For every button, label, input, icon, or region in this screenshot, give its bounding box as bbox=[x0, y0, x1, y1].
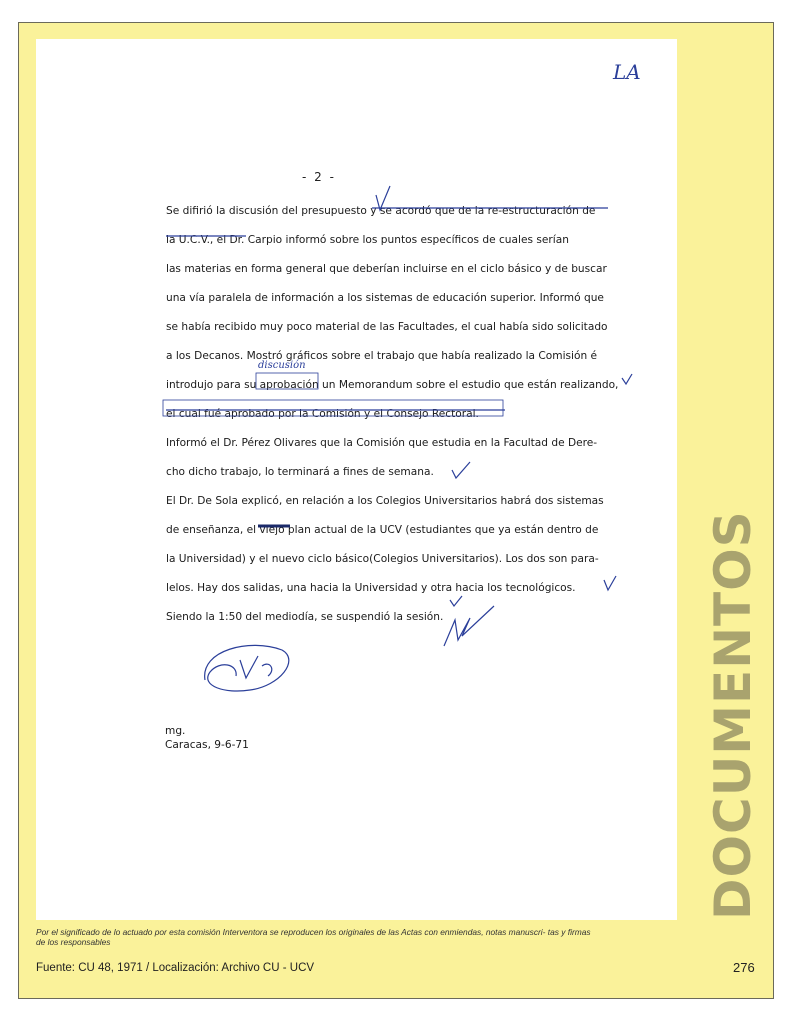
place-date: Caracas, 9-6-71 bbox=[165, 739, 249, 751]
section-title: DOCUMENTOS bbox=[704, 510, 762, 920]
check-mark bbox=[450, 596, 462, 606]
body-line: de enseñanza, el viejo plan actual de la UCV (estudiantes que ya están dentro de bbox=[166, 524, 599, 536]
check-mark bbox=[622, 374, 632, 384]
page-number: 276 bbox=[733, 960, 755, 975]
body-line: lelos. Hay dos salidas, una hacia la Universidad y otra hacia los tecnológicos. bbox=[166, 582, 576, 594]
handwritten-initials: LA bbox=[613, 60, 641, 84]
body-line: el cual fué aprobado por la Comisión y el Consejo Rectoral. bbox=[166, 408, 479, 420]
correction-box bbox=[256, 373, 318, 389]
check-mark bbox=[452, 462, 470, 478]
document-signoff bbox=[165, 724, 249, 752]
body-line: una vía paralela de información a los sistemas de educación superior. Informó que bbox=[166, 292, 604, 304]
body-line: El Dr. De Sola explicó, en relación a los Colegios Universitarios habrá dos sistemas bbox=[166, 495, 604, 507]
body-line: las materias en forma general que deberían incluirse en el ciclo básico y de buscar bbox=[166, 263, 607, 275]
check-mark bbox=[376, 186, 390, 210]
check-mark bbox=[604, 576, 616, 590]
body-line: la U.C.V., el Dr. Carpio informó sobre los puntos específicos de cuales serían bbox=[166, 234, 569, 246]
body-line: Siendo la 1:50 del mediodía, se suspendió la sesión. bbox=[166, 611, 444, 623]
document-page-marker: - 2 - bbox=[302, 170, 336, 184]
signature bbox=[205, 645, 289, 691]
source-citation: Fuente: CU 48, 1971 / Localización: Archivo CU - UCV bbox=[36, 962, 315, 974]
body-line: a los Decanos. Mostró gráficos sobre el trabajo que había realizado la Comisión é bbox=[166, 350, 598, 362]
body-line: introdujo para su aprobación un Memorandum sobre el estudio que están realizando, bbox=[166, 379, 619, 391]
signature-mark bbox=[444, 606, 494, 646]
body-line: cho dicho trabajo, lo terminará a fines de semana. bbox=[166, 466, 434, 478]
typist-initials: mg. bbox=[165, 725, 186, 737]
handwritten-insert: discusión bbox=[258, 360, 306, 371]
body-line: se había recibido muy poco material de las Facultades, el cual había sido solicitado bbox=[166, 321, 608, 333]
correction-box bbox=[163, 400, 503, 416]
body-line: Informó el Dr. Pérez Olivares que la Comisión que estudia en la Facultad de Dere- bbox=[166, 437, 598, 449]
body-line: Se difirió la discusión del presupuesto y se acordó que de la re-estructuración de bbox=[166, 205, 596, 217]
editorial-note: Por el significado de lo actuado por esta comisión Interventora se reproducen los originales de las Actas con enmiendas, notas manuscri- tas y firmas de los responsables bbox=[36, 927, 591, 947]
body-line: la Universidad) y el nuevo ciclo básico(Colegios Universitarios). Los dos son para- bbox=[166, 553, 599, 565]
